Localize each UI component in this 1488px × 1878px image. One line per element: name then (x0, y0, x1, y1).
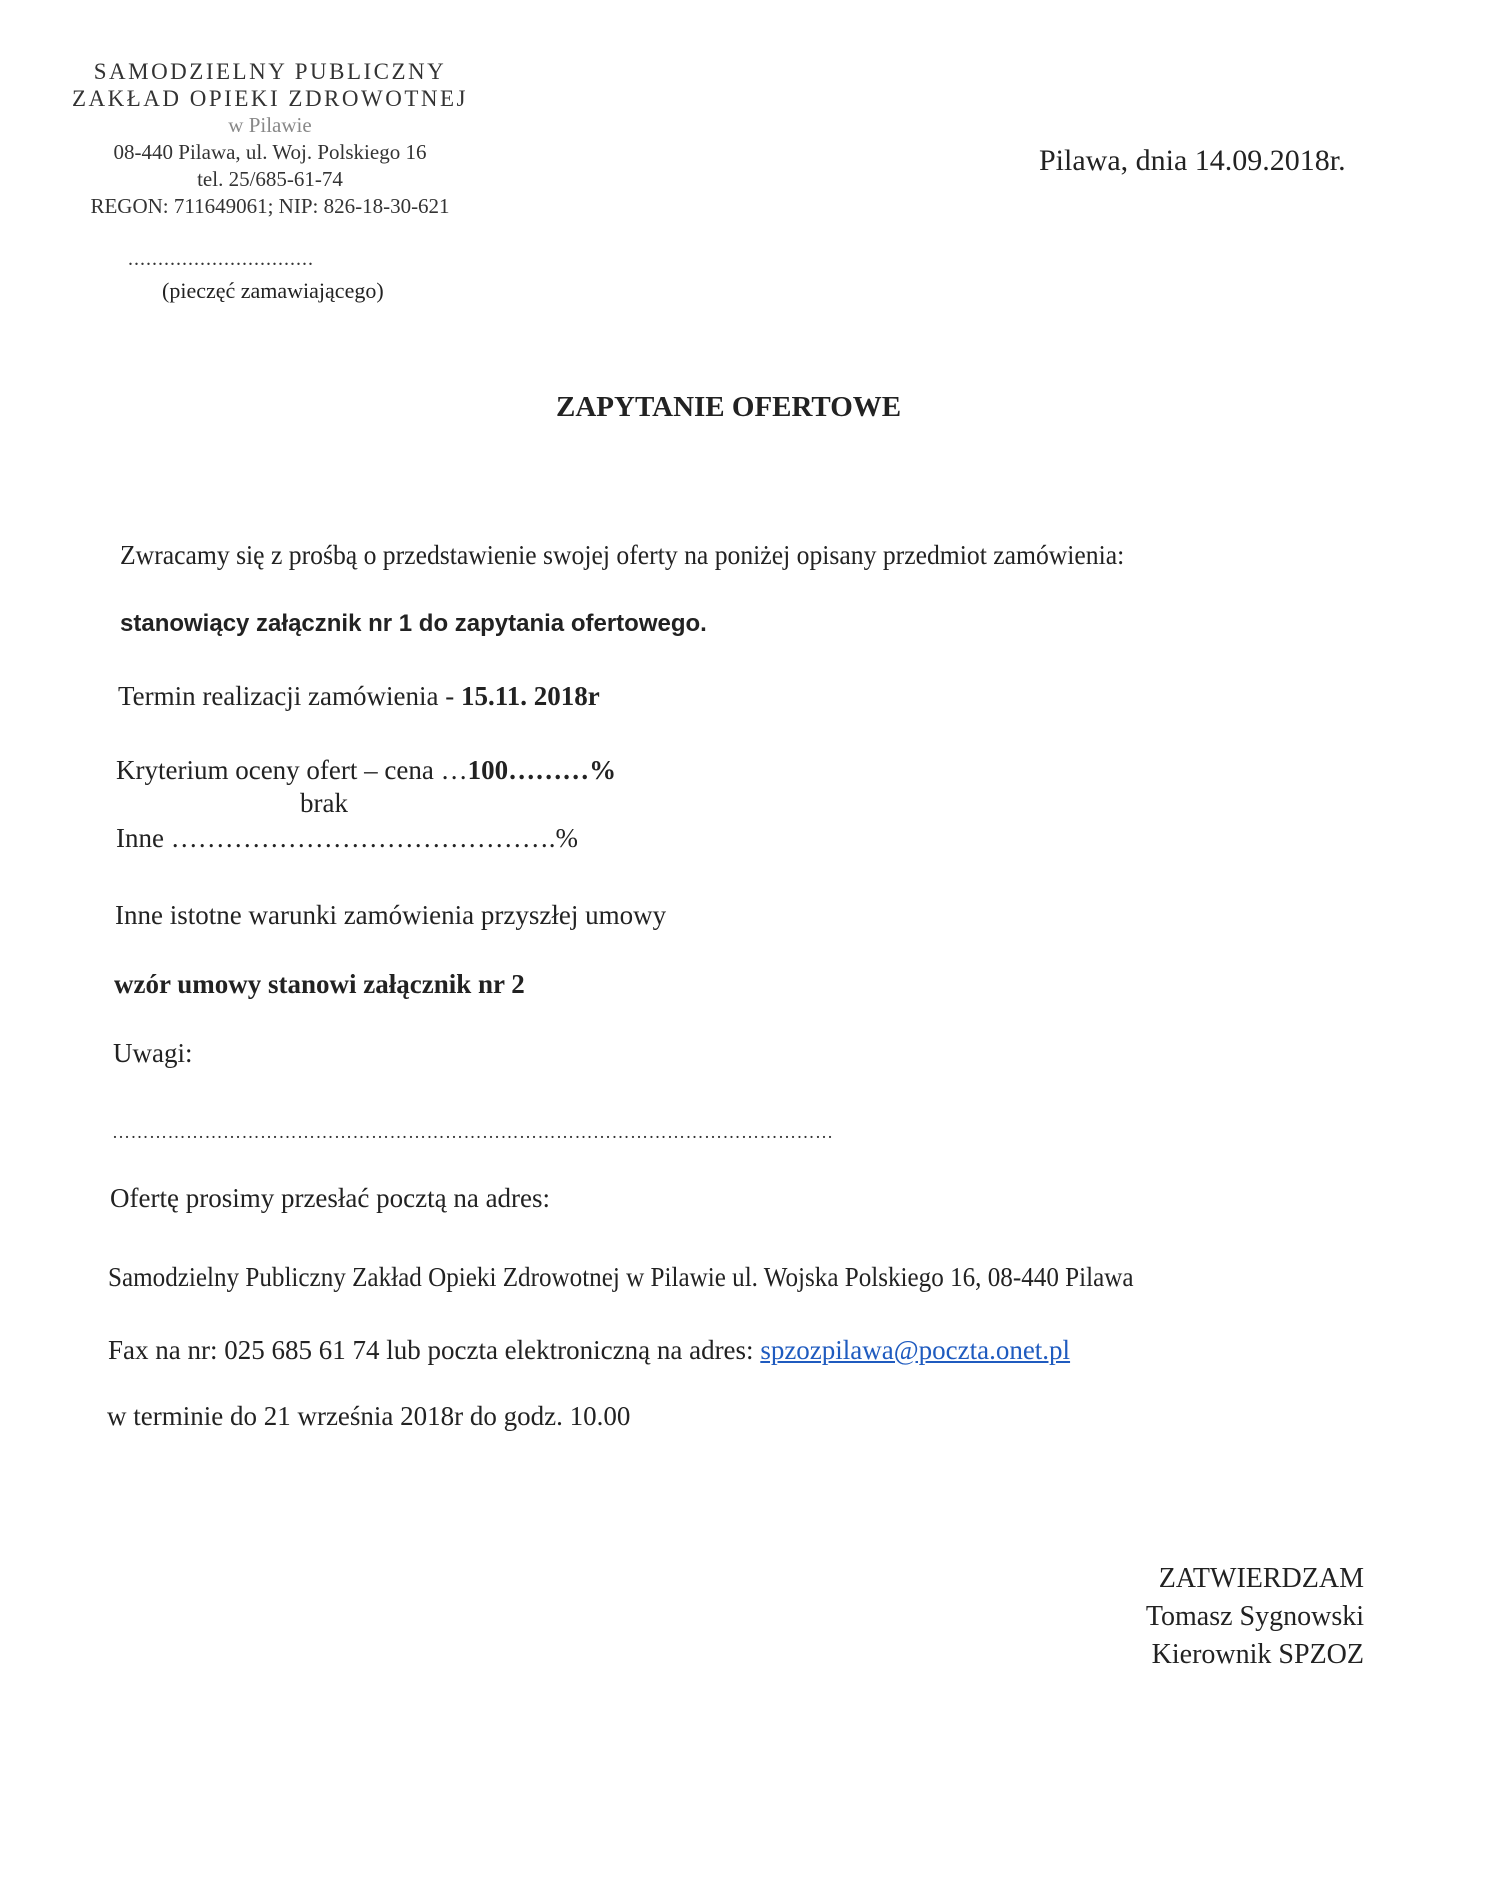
criteria-label: Kryterium oceny ofert – cena … (116, 755, 468, 785)
criteria-line (116, 755, 616, 786)
stamp-dots: ............................... (128, 248, 314, 270)
fax-line (108, 1335, 1070, 1366)
send-label: Ofertę prosimy przesłać pocztą na adres: (110, 1183, 551, 1213)
signature-block (1146, 1560, 1364, 1674)
stamp-regon-nip: REGON: 711649061; NIP: 826-18-30-621 (90, 194, 450, 218)
deadline-line (118, 681, 600, 712)
stamp-line-2: ZAKŁAD OPIEKI ZDROWOTNEJ (71, 86, 468, 111)
fax-text: Fax na nr: 025 685 61 74 lub poczta elektroniczną na adres: (108, 1335, 761, 1365)
remarks-label: Uwagi: (113, 1038, 193, 1068)
conditions-value: wzór umowy stanowi załącznik nr 2 (114, 969, 525, 999)
conditions-label: Inne istotne warunki zamówienia przyszłej umowy (115, 900, 667, 930)
due-line: w terminie do 21 września 2018r do godz. 10.00 (107, 1401, 631, 1431)
signatory-name: Tomasz Sygnowski (1145, 1601, 1364, 1632)
institution-stamp (50, 58, 490, 220)
stamp-line-1: SAMODZIELNY PUBLICZNY (93, 59, 447, 84)
stamp-line-3: w Pilawie (228, 113, 312, 137)
intro-paragraph: Zwracamy się z prośbą o przedstawienie swojej oferty na poniżej opisany przedmiot zamówienia: (120, 540, 1125, 570)
document-title: ZAPYTANIE OFERTOWE (556, 391, 902, 423)
deadline-label: Termin realizacji zamówienia - (118, 681, 461, 711)
subject-line: stanowiący załącznik nr 1 do zapytania ofertowego. (120, 610, 707, 637)
criteria-value: 100………% (467, 755, 617, 785)
remarks-dots: ……………………………………………………………………………………………………… (112, 1122, 834, 1142)
approve-label: ZATWIERDZAM (1158, 1563, 1364, 1594)
other-note: brak (300, 788, 348, 818)
deadline-value: 15.11. 2018r (460, 681, 600, 711)
date-line: Pilawa, dnia 14.09.2018r. (1039, 144, 1346, 177)
address-line: Samodzielny Publiczny Zakład Opieki Zdrowotnej w Pilawie ul. Wojska Polskiego 16, 08-440 Pilawa (108, 1262, 1134, 1292)
signatory-role: Kierownik SPZOZ (1151, 1639, 1364, 1670)
stamp-caption: (pieczęć zamawiającego) (162, 278, 384, 303)
other-criteria-line: Inne …………………………………….% (116, 823, 578, 853)
stamp-address: 08-440 Pilawa, ul. Woj. Polskiego 16 (113, 140, 427, 164)
stamp-phone: tel. 25/685-61-74 (197, 167, 343, 191)
email-link[interactable]: spzozpilawa@poczta.onet.pl (760, 1335, 1071, 1365)
